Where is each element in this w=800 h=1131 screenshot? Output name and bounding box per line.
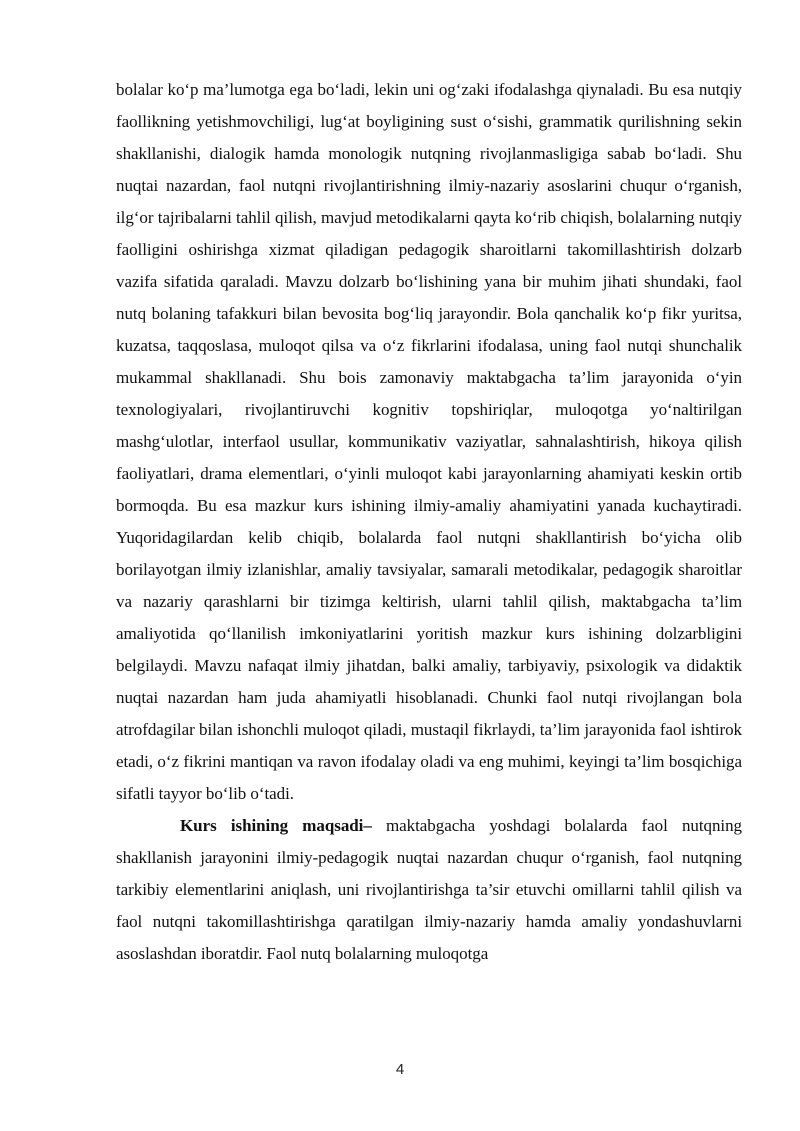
document-page	[116, 74, 742, 970]
page-number: 4	[395, 1061, 405, 1078]
section-lead-heading: Kurs ishining maqsadi–	[180, 816, 372, 835]
section-lead-text: maktabgacha yoshdagi bolalarda faol nutqning shakllanish jarayonini ilmiy-pedagogik nuqtai nazardan chuqur o‘rganish, faol nutqning tarkibiy elementlarini aniqlash, uni rivojlantirishga ta’sir etuvchi omillarni tahlil qilish va faol nutqni takomillashtirishga qaratilgan ilmiy-nazariy hamda amaliy yondashuvlarni asoslashdan iboratdir. Faol nutq bolalarning muloqotga	[116, 816, 742, 963]
body-paragraph-2	[116, 810, 742, 970]
body-paragraph-1: bolalar ko‘p ma’lumotga ega bo‘ladi, lekin uni og‘zaki ifodalashga qiynaladi. Bu esa nutqiy faollikning yetishmovchiligi, lug‘at boyligining sust o‘sishi, grammatik qurilishning sekin shakllanishi, dialogik hamda monologik nutqning rivojlanmasligiga sabab bo‘ladi. Shu nuqtai nazardan, faol nutqni rivojlantirishning ilmiy-nazariy asoslarini chuqur o‘rganish, ilg‘or tajribalarni tahlil qilish, mavjud metodikalarni qayta ko‘rib chiqish, bolalarning nutqiy faolligini oshirishga xizmat qiladigan pedagogik sharoitlarni takomillashtirish dolzarb vazifa sifatida qaraladi. Mavzu dolzarb bo‘lishining yana bir muhim jihati shundaki, faol nutq bolaning tafakkuri bilan bevosita bog‘liq jarayondir. Bola qanchalik ko‘p fikr yuritsa, kuzatsa, taqqoslasa, muloqot qilsa va o‘z fikrlarini ifodalasa, uning faol nutqi shunchalik mukammal shakllanadi. Shu bois zamonaviy maktabgacha ta’lim jarayonida o‘yin texnologiyalari, rivojlantiruvchi kognitiv topshiriqlar, muloqotga yo‘naltirilgan mashg‘ulotlar, interfaol usullar, kommunikativ vaziyatlar, sahnalashtirish, hikoya qilish faoliyatlari, drama elementlari, o‘yinli muloqot kabi jarayonlarning ahamiyati keskin ortib bormoqda. Bu esa mazkur kurs ishining ilmiy-amaliy ahamiyatini yanada kuchaytiradi. Yuqoridagilardan kelib chiqib, bolalarda faol nutqni shakllantirish bo‘yicha olib borilayotgan ilmiy izlanishlar, amaliy tavsiyalar, samarali metodikalar, pedagogik sharoitlar va nazariy qarashlarni bir tizimga keltirish, ularni tahlil qilish, maktabgacha ta’lim amaliyotida qo‘llanilish imkoniyatlarini yoritish mazkur kurs ishining dolzarbligini belgilaydi. Mavzu nafaqat ilmiy jihatdan, balki amaliy, tarbiyaviy, psixologik va didaktik nuqtai nazardan ham juda ahamiyatli hisoblanadi. Chunki faol nutqi rivojlangan bola atrofdagilar bilan ishonchli muloqot qiladi, mustaqil fikrlaydi, ta’lim jarayonida faol ishtirok etadi, o‘z fikrini mantiqan va ravon ifodalay oladi va eng muhimi, keyingi ta’lim bosqichiga sifatli tayyor bo‘lib o‘tadi.	[116, 80, 742, 803]
